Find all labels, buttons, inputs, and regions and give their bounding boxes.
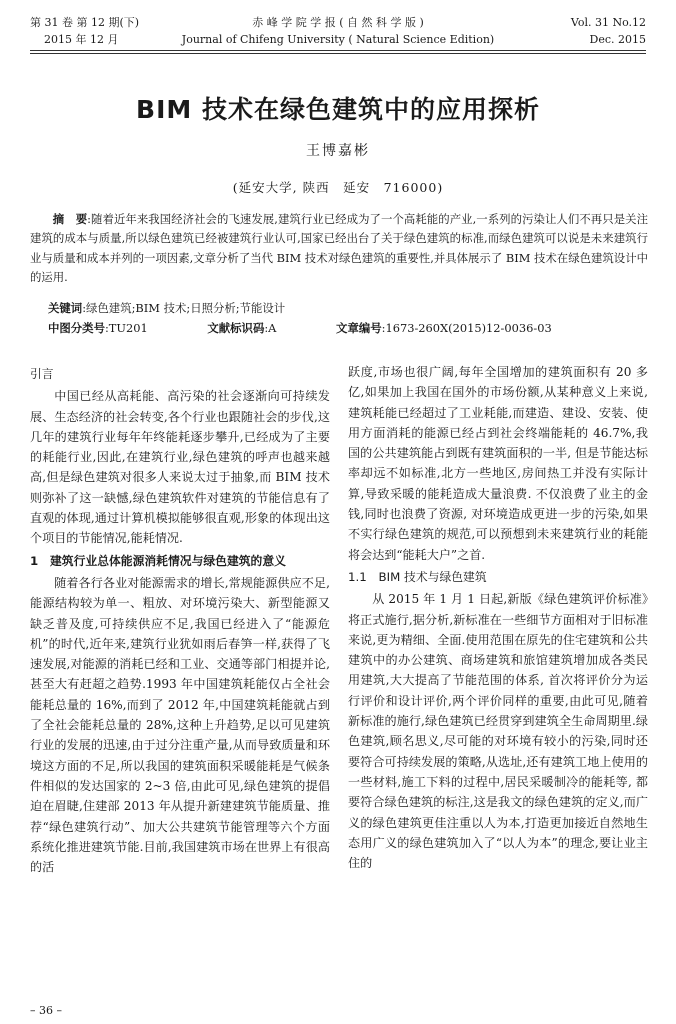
article-title: BIM 技术在绿色建筑中的应用探析: [136, 95, 540, 124]
paragraph-intro: 中国已经从高耗能、高污染的社会逐渐向可持续发展、生态经济的社会转变,各个行业也跟随社会的步伐,这几年的建筑行业每年年终能耗逐步攀升,已经成为了主要的耗能行业,因此,在建筑行业,绿色建筑的呼声也越来越高,但是绿色建筑对很多人来说太过于抽象,而 BIM 技术则弥补了这一缺憾,绿色建筑软件对建筑的节能信息有了直观的体现,通过计算机模拟能够很直观,形象的体现出这个项目的节能情况,能耗情况.: [30, 389, 330, 546]
clc-number: [48, 321, 176, 335]
abstract-text: :随着近年来我国经济社会的飞速发展,建筑行业已经成为了一个高耗能的产业,一系列的污染让人们不再只是关注建筑的成本与质量,所以绿色建筑已经被建筑行业认可,国家已经出台了关于绿色建筑的标准,而绿色建筑可以说是未来建筑行业与质量和成本并列的一项因素,文章分析了当代 BIM 技术对绿色建筑的重要性,并具体展示了 BIM 技术在绿色建筑设计中的运用.: [30, 212, 648, 284]
classification-line: [48, 320, 648, 336]
header-rule-secondary: [30, 53, 646, 54]
page-number: – 36 –: [30, 1004, 62, 1017]
clc-value: :TU201: [104, 321, 148, 335]
article-number: [336, 321, 580, 335]
header-volume: 第 31 卷 第 12 期(下): [30, 16, 140, 29]
abstract: [30, 210, 648, 287]
article-label: 文章编号: [336, 321, 382, 335]
keywords-text: :绿色建筑;BIM 技术;日照分析;节能设计: [82, 301, 286, 315]
doc-value: :A: [264, 321, 277, 335]
abstract-label: 摘 要: [52, 212, 88, 226]
article-author: 王博嘉彬: [306, 143, 370, 159]
header-date-cn: 2015 年 12 月: [44, 33, 119, 46]
paragraph-1: 随着各行各业对能源需求的增长,常规能源供应不足,能源结构较为单一、粗放、对环境污染大、新型能源又缺乏普及度,可持续供应不足,我国已经进入了“能源危机”的时代,近年来,建筑行业犹如雨后春笋一样,获得了飞速发展,对能源的消耗已经和工业、交通等部门相提并论,甚至大有赶超之趋势.1993 年中国建筑耗能仅占全社会能耗总量的 16%,而到了 2012 年,中国建筑耗能就占到了全社会能耗总量的 28%,这种上升趋势,足以可见建筑行业的发展的迅速,由于过分注重产量,从而导致质量和环境这方面的不足,所以我国的建筑面积采暖能耗是气候条件相似的发达国家的 2~3 倍,由此可见,绿色建筑的提倡迫在眉睫,住建部 2013 年从提升新建建筑节能质量、推荐“绿色建筑行动”、加大公共建筑节能管理等六个方面系统化推进建筑节能.目前,我国建筑市场在世界上有很高的活: [30, 575, 330, 875]
section-heading-1: 1 建筑行业总体能源消耗情况与绿色建筑的意义: [30, 553, 286, 568]
paragraph-continued: 跃度,市场也很广阔,每年全国增加的建筑面积有 20 多亿,如果加上我国在国外的市场份额,从某种意义上来说,建筑耗能已经超过了工业耗能,而建造、建设、安装、使用方面消耗的能源已经占到社会终端能耗的 46.7%,我国的公共建筑能占到既有建筑面积的一半, 但是节能达标率却远不如标准,北方一些地区,房间热工并没有实际计算,导致采暖的能耗造成大量浪费. 不仅浪费了业主的金钱,同时也浪费了资源, 对环境造成更进一步的污染,如果不实行绿色建筑的规范,可以预想到未来建筑行业的耗能将会达到“能耗大户”之首.: [348, 365, 648, 562]
right-column: [348, 362, 648, 873]
paragraph-1-1: 从 2015 年 1 月 1 日起,新版《绿色建筑评价标准》将正式施行,据分析,新标准在一些细节方面相对于旧标准来说,更为精细、全面.使用范围在原先的住宅建筑和公共建筑中的办公建筑、商场建筑和旅馆建筑增加成各类民用建筑,大大提高了节能范围的体系, 首次将评价分为运行评价和设计评价,两个评价同样的重要,由此可见,随着新标准的施行,绿色建筑已经贯穿到建筑全生命周期里.绿色建筑,顾名思义,尽可能的对环境有较小的污染,同时还要符合可持续发展的策略,从选址,还有建筑工地上使用的一些材料,施工下料的过程中,居民采暖制冷的能耗等, 都要符合绿色建筑的标注,这是我文的绿色建筑的定义,而广义的绿色建筑更佳注重以人为本,打造更加接近自然地生态用广义的绿色建筑加入了“以人为本”的理念,要让业主住的: [348, 592, 648, 871]
header-vol-no: Vol. 31 No.12: [570, 16, 646, 29]
keywords-label: 关键词: [48, 301, 83, 315]
keywords: [48, 300, 285, 316]
header-journal-cn: 赤 峰 学 院 学 报 ( 自 然 科 学 版 ): [252, 16, 424, 29]
left-column: [30, 362, 330, 877]
header-date-en: Dec. 2015: [589, 33, 646, 46]
document-code: [207, 321, 304, 335]
clc-label: 中图分类号: [48, 321, 105, 335]
section-heading-intro: 引言: [30, 367, 54, 381]
article-value: :1673-260X(2015)12-0036-03: [381, 321, 552, 335]
header-rule: [30, 50, 646, 51]
header-journal-en: Journal of Chifeng University ( Natural Science Edition): [181, 33, 495, 46]
author-affiliation: (延安大学, 陕西 延安 716000): [232, 180, 444, 195]
doc-label: 文献标识码: [207, 321, 265, 335]
header-volume-en: [571, 14, 646, 48]
section-heading-1-1: 1.1 BIM 技术与绿色建筑: [348, 569, 487, 584]
